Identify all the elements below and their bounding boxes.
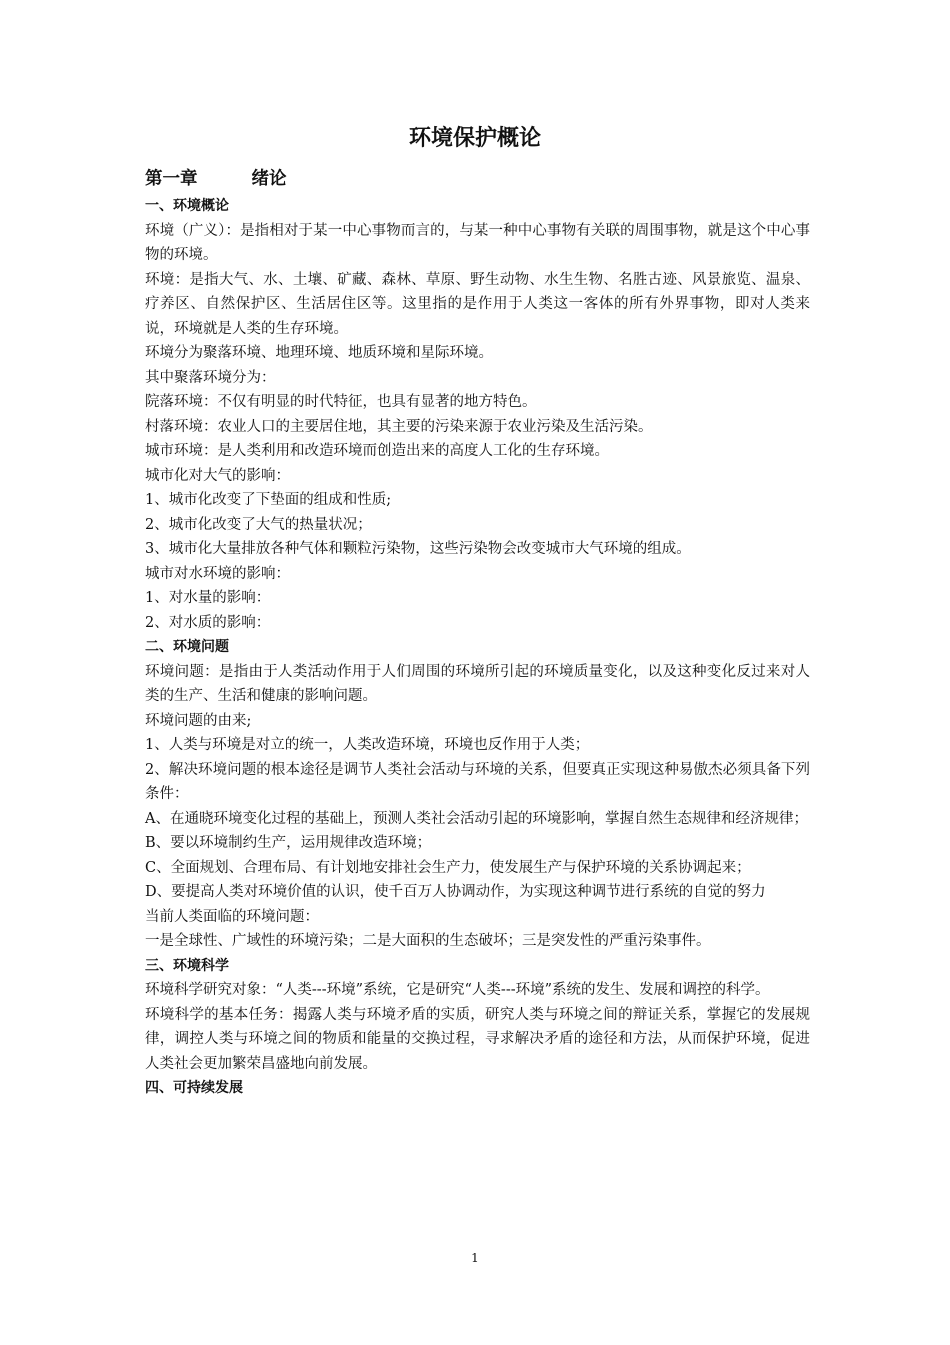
paragraph: 一是全球性、广域性的环境污染；二是大面积的生态破坏；三是突发性的严重污染事件。 [145, 933, 711, 949]
paragraph: 村落环境：农业人口的主要居住地，其主要的污染来源于农业污染及生活污染。 [145, 418, 653, 435]
document-body [145, 164, 810, 1101]
list-item: B、要以环境制约生产，运用规律改造环境； [145, 835, 432, 851]
section-heading: 二、环境问题 [145, 639, 229, 655]
paragraph: 环境问题：是指由于人类活动作用于人们周围的环境所引起的环境质量变化，以及这种变化反过来对人类的生产、生活和健康的影响问题。 [145, 663, 810, 704]
page-number: 1 [471, 1251, 479, 1265]
paragraph: 环境问题的由来; [145, 712, 252, 729]
list-item: 2、对水质的影响： [145, 614, 271, 631]
list-item: D、要提高人类对环境价值的认识，使千百万人协调动作，为实现这种调节进行系统的自觉的努力 [145, 884, 766, 900]
paragraph: 院落环境：不仅有明显的时代特征，也具有显著的地方特色。 [145, 394, 537, 410]
document-title: 环境保护概论 [408, 126, 541, 151]
paragraph: 城市对水环境的影响： [145, 565, 290, 582]
list-item: 3、城市化大量排放各种气体和颗粒污染物，这些污染物会改变城市大气环境的组成。 [145, 541, 691, 557]
list-item: 2、解决环境问题的根本途径是调节人类社会活动与环境的关系，但要真正实现这种易傲杰必须具备下列条件： [145, 761, 810, 802]
list-item: 2、城市化改变了大气的热量状况； [145, 516, 372, 533]
paragraph: 环境科学的基本任务：揭露人类与环境矛盾的实质，研究人类与环境之间的辩证关系，掌握它的发展规律，调控人类与环境之间的物质和能量的交换过程，寻求解决矛盾的途径和方法，从而保护环境，促进人类社会更加繁荣昌盛地向前发展。 [145, 1006, 810, 1072]
section-heading: 四、可持续发展 [145, 1080, 243, 1096]
paragraph: 城市环境：是人类利用和改造环境而创造出来的高度人工化的生存环境。 [145, 443, 609, 459]
list-item: 1、城市化改变了下垫面的组成和性质; [145, 492, 392, 508]
list-item: 1、人类与环境是对立的统一，人类改造环境，环境也反作用于人类； [145, 737, 590, 753]
paragraph: 环境科学研究对象：“人类---环境”系统，它是研究“人类---环境”系统的发生、发展和调控的科学。 [145, 982, 770, 998]
list-item: A、在通晓环境变化过程的基础上，预测人类社会活动引起的环境影响，掌握自然生态规律和经济规律； [145, 810, 808, 827]
paragraph: 城市化对大气的影响： [145, 467, 290, 484]
chapter-name: 绪论 [251, 169, 287, 189]
section-heading: 一、环境概论 [145, 198, 229, 214]
paragraph: 环境：是指大气、水、土壤、矿藏、森林、草原、野生动物、水生生物、名胜古迹、风景旅览、温泉、疗养区、自然保护区、生活居住区等。这里指的是作用于人类这一客体的所有外界事物，即对人类来说，环境就是人类的生存环境。 [145, 271, 810, 337]
paragraph: 环境分为聚落环境、地理环境、地质环境和星际环境。 [145, 345, 493, 361]
list-item: 1、对水量的影响： [145, 590, 271, 606]
list-item: C、全面规划、合理布局、有计划地安排社会生产力，使发展生产与保护环境的关系协调起来； [145, 859, 751, 876]
chapter-number: 第一章 [145, 169, 198, 189]
chapter-heading [145, 164, 810, 194]
paragraph: 环境（广义）：是指相对于某一中心事物而言的，与某一种中心事物有关联的周围事物，就是这个中心事物的环境。 [145, 222, 810, 263]
paragraph: 其中聚落环境分为： [145, 369, 276, 386]
section-heading: 三、环境科学 [145, 957, 229, 974]
paragraph: 当前人类面临的环境问题： [145, 908, 319, 925]
